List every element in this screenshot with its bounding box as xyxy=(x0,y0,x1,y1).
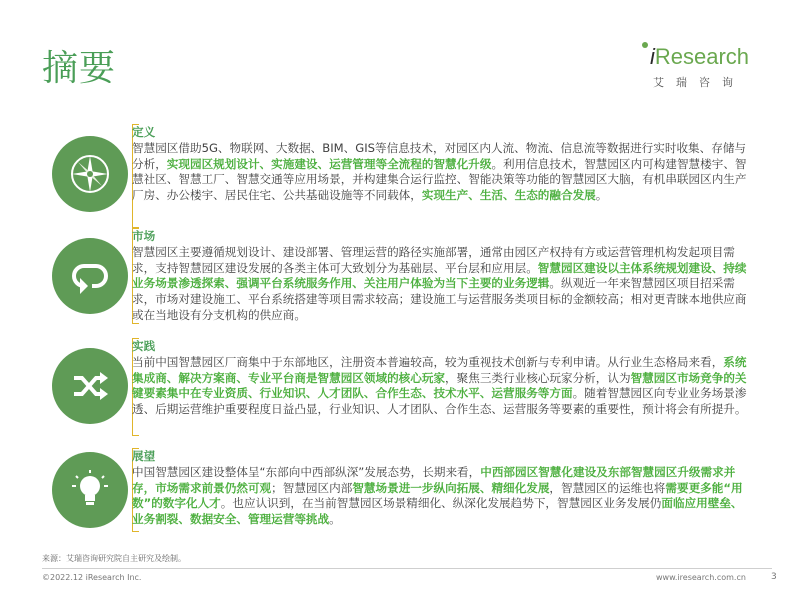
iresearch-logo xyxy=(639,44,749,98)
section-heading: 定义 xyxy=(132,125,156,139)
logo-dot xyxy=(642,42,648,48)
highlight-text: 智慧园区建设以主体系统规划建设、持续业务场景渗透探索、强调平台系统服务作用、关注用户体验为当下主要的业务逻辑 xyxy=(132,260,747,291)
text-part: ，聚焦三类行业核心玩家分析，认为 xyxy=(445,370,631,385)
section-heading: 市场 xyxy=(132,229,156,243)
logo-wordmark xyxy=(650,44,749,70)
section-outlook xyxy=(52,448,752,532)
text-part: 中国智慧园区建设整体呈“东部向中西部纵深”发展态势，长期来看， xyxy=(132,464,481,479)
source-note: 来源：艾瑞咨询研究院自主研究及绘制。 xyxy=(42,554,186,563)
text-part: 。纵观近一年来智慧园区项目招采需求，市场对建设施工、平台系统搭建等项目需求较高；建设施工与运营服务类项目标的金额较高；相对更青睐本地供应商或在当地设有分支机构的供应商。 xyxy=(132,276,747,322)
section-text xyxy=(132,339,752,418)
text-part: 。 xyxy=(329,512,341,527)
section-icon-badge xyxy=(52,136,128,212)
section-icon-badge xyxy=(52,348,128,424)
cycle-arrow-icon xyxy=(68,254,112,298)
section-heading: 展望 xyxy=(132,449,156,463)
highlight-text: 系统集成商、解决方案商、专业平台商是智慧园区领域的核心玩家 xyxy=(132,354,747,385)
section-text xyxy=(132,229,752,324)
highlight-text: 智慧场景进一步纵向拓展、精细化发展 xyxy=(352,480,550,495)
footer-divider xyxy=(42,568,772,569)
page-number: 3 xyxy=(771,572,777,582)
text-part: 。也应认识到，在当前智慧园区场景精细化、纵深化发展趋势下，智慧园区业务发展仍 xyxy=(220,496,662,511)
compass-icon xyxy=(68,152,112,196)
logo-i: i xyxy=(649,44,655,69)
logo-subtitle: 艾瑞咨询 xyxy=(653,76,745,89)
section-definition xyxy=(52,124,752,228)
text-part: 智慧园区主要遵循规划设计、建设部署、管理运营的路径实施部署，通常由园区产权持有方或运营管理机构发起项目需求，支持智慧园区建设发展的各类主体可大致划分为基础层、平台层和应用层。 xyxy=(132,244,735,275)
lightbulb-icon xyxy=(68,468,112,512)
section-text xyxy=(132,449,752,528)
section-icon-badge xyxy=(52,452,128,528)
text-part: 当前中国智慧园区厂商集中于东部地区，注册资本普遍较高，较为重视技术创新与专利申请。从行业生态格局来看， xyxy=(132,354,724,369)
shuffle-icon xyxy=(68,364,112,408)
text-part: ，智慧园区的运维也将 xyxy=(549,480,666,495)
text-part: 。 xyxy=(595,188,608,203)
highlight-text: 实现生产、生活、生态的融合发展 xyxy=(421,188,596,203)
section-practice xyxy=(52,338,752,436)
logo-research: Research xyxy=(654,44,749,69)
section-heading: 实践 xyxy=(132,339,156,353)
highlight-text: 面临应用壁垒、业务割裂、数据安全、管理运营等挑战 xyxy=(132,496,743,527)
page-title: 摘要 xyxy=(42,48,117,89)
website-link[interactable]: www.iresearch.com.cn xyxy=(656,573,746,582)
highlight-text: 智慧园区市场竞争的关键要素集中在专业资质、行业知识、人才团队、合作生态、技术水平、运营服务等方面 xyxy=(132,370,747,401)
highlight-text: 中西部园区智慧化建设及东部智慧园区升级需求并存，市场需求前景仍然可观 xyxy=(132,464,736,495)
text-part: 智慧园区借助5G、物联网、大数据、BIM、GIS等信息技术，对园区内人流、物流、信息流等数据进行实时收集、存储与分析， xyxy=(132,140,747,171)
highlight-text: 需要更多能“用数”的数字化人才 xyxy=(132,480,743,511)
text-part: 。随着智慧园区向专业业务场景渗透、后期运营维护重要程度日益凸显，行业知识、人才团队、合作生态、运营服务等要素的重要性，预计将会有所提升。 xyxy=(132,386,747,417)
highlight-text: 实现园区规划设计、实施建设、运营管理等全流程的智慧化升级 xyxy=(166,156,492,171)
section-icon-badge xyxy=(52,238,128,314)
section-text xyxy=(132,125,752,204)
text-part: ；智慧园区内部 xyxy=(271,480,353,495)
text-part: 。利用信息技术，智慧园区内可构建智慧楼宇、智慧社区、智慧工厂、智慧交通等应用场景，并构建集合运行监控、智能决策等功能的智慧园区大脑，有机串联园区内生产厂房、办公楼宇、居民住宅、公共基础设施等不同载体， xyxy=(132,156,747,203)
copyright: ©2022.12 iResearch Inc. xyxy=(42,573,142,582)
section-market xyxy=(52,228,752,324)
